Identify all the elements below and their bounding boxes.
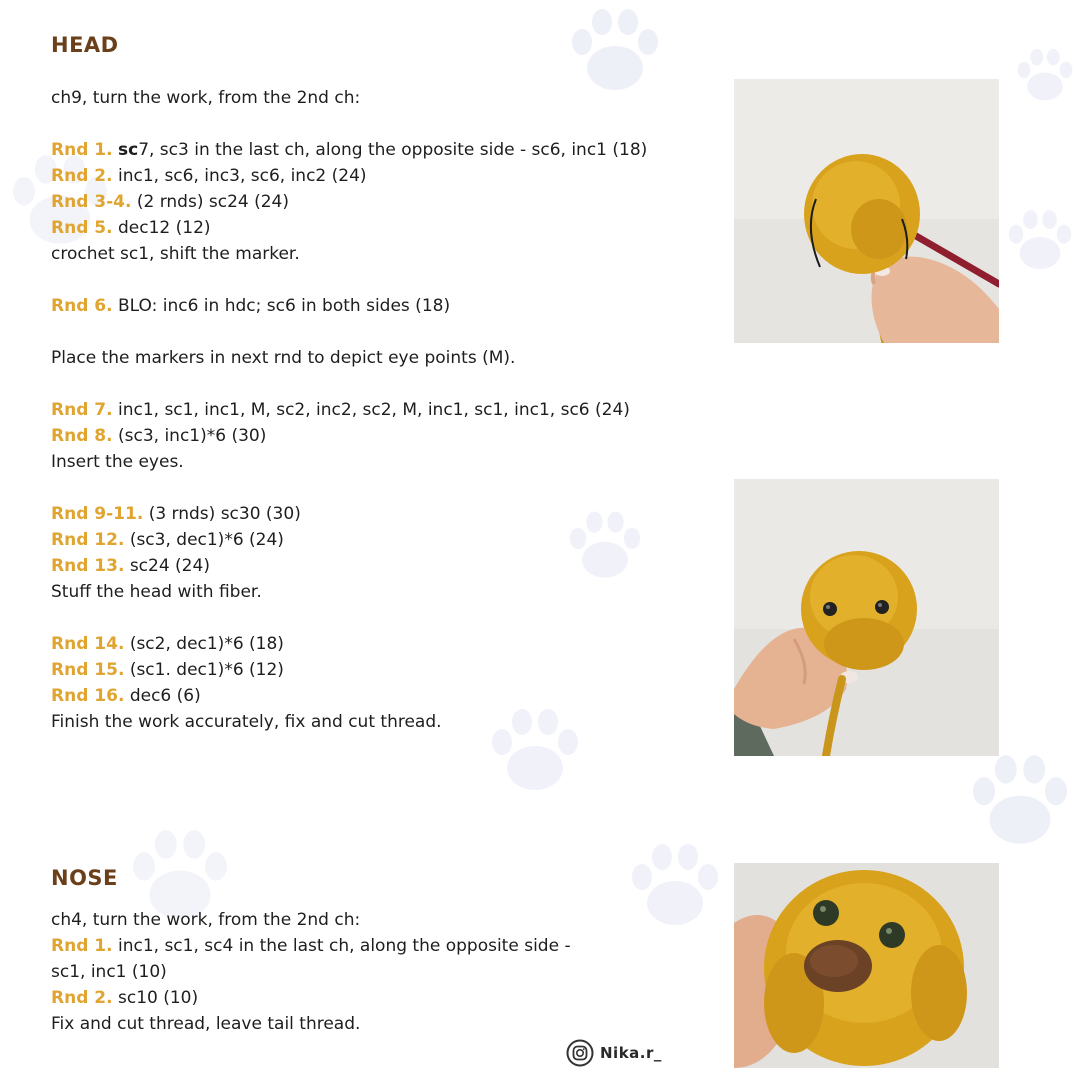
- head-round-7: [51, 397, 647, 423]
- round-label: Rnd 6.: [51, 296, 113, 316]
- head-round-1: [51, 137, 647, 163]
- round-label: Rnd 7.: [51, 400, 113, 420]
- head-round-12: [51, 527, 647, 553]
- head-round-8: [51, 423, 647, 449]
- nose-note-finish: Fix and cut thread, leave tail thread.: [51, 1014, 361, 1034]
- round-text: inc1, sc1, inc1, M, sc2, inc2, sc2, M, inc1, sc1, inc1, sc6 (24): [117, 400, 630, 420]
- head-note-eye-markers: Place the markers in next rnd to depict eye points (M).: [51, 348, 516, 368]
- photo-head-with-nose: [734, 863, 999, 1068]
- round-label: Rnd 9-11.: [51, 504, 144, 524]
- head-round-5: [51, 215, 647, 241]
- nose-round-1-continued: sc1, inc1 (10): [51, 962, 167, 982]
- nose-round-2: [51, 985, 571, 1011]
- head-round-15: [51, 657, 647, 683]
- round-label: Rnd 1.: [51, 140, 113, 160]
- head-round-9-11: [51, 501, 647, 527]
- round-text: BLO: inc6 in hdc; sc6 in both sides (18): [117, 296, 451, 316]
- round-text: inc1, sc1, sc4 in the last ch, along the opposite side -: [117, 936, 571, 956]
- round-text: inc1, sc6, inc3, sc6, inc2 (24): [117, 166, 367, 186]
- round-bold-stitch: sc: [117, 140, 139, 160]
- paw-watermark-right-mid: [1000, 200, 1080, 280]
- round-text: sc24 (24): [129, 556, 210, 576]
- round-label: Rnd 8.: [51, 426, 113, 446]
- head-instructions: [51, 85, 647, 735]
- round-text: (sc2, dec1)*6 (18): [129, 634, 284, 654]
- round-text: dec12 (12): [117, 218, 211, 238]
- head-round-13: [51, 553, 647, 579]
- head-section-title: HEAD: [51, 33, 119, 57]
- head-round-3-4: [51, 189, 647, 215]
- head-note-eyes: Insert the eyes.: [51, 452, 184, 472]
- instagram-signature: [566, 1038, 662, 1068]
- nose-round-1: [51, 933, 571, 959]
- instagram-icon: [566, 1039, 594, 1067]
- round-text: (sc3, dec1)*6 (24): [129, 530, 284, 550]
- round-text: sc10 (10): [117, 988, 199, 1008]
- round-text: (3 rnds) sc30 (30): [148, 504, 301, 524]
- photo-head-with-eyes: [734, 479, 999, 756]
- head-round-6: [51, 293, 647, 319]
- round-label: Rnd 3-4.: [51, 192, 132, 212]
- head-round-16: [51, 683, 647, 709]
- round-label: Rnd 12.: [51, 530, 125, 550]
- nose-instructions: [51, 907, 571, 1037]
- head-note-stuff: Stuff the head with fiber.: [51, 582, 262, 602]
- round-text: 7, sc3 in the last ch, along the opposite side - sc6, inc1 (18): [138, 140, 648, 160]
- head-round-2: [51, 163, 647, 189]
- head-round-14: [51, 631, 647, 657]
- round-label: Rnd 2.: [51, 988, 113, 1008]
- paw-watermark-far-bottom: [620, 830, 730, 940]
- head-note-marker: crochet sc1, shift the marker.: [51, 244, 300, 264]
- round-text: (sc1. dec1)*6 (12): [129, 660, 284, 680]
- paw-watermark-right-upper: [1010, 40, 1080, 110]
- round-text: dec6 (6): [129, 686, 201, 706]
- round-label: Rnd 14.: [51, 634, 125, 654]
- paw-watermark-bottom-right: [960, 740, 1080, 860]
- photo-head-on-hook: [734, 79, 999, 343]
- round-label: Rnd 1.: [51, 936, 113, 956]
- nose-section-title: NOSE: [51, 866, 118, 890]
- signature-handle: Nika.r_: [600, 1044, 662, 1062]
- round-text: (sc3, inc1)*6 (30): [117, 426, 267, 446]
- head-intro: ch9, turn the work, from the 2nd ch:: [51, 88, 361, 108]
- round-label: Rnd 15.: [51, 660, 125, 680]
- head-note-finish: Finish the work accurately, fix and cut thread.: [51, 712, 442, 732]
- nose-intro: ch4, turn the work, from the 2nd ch:: [51, 910, 361, 930]
- round-label: Rnd 13.: [51, 556, 125, 576]
- round-text: (2 rnds) sc24 (24): [136, 192, 289, 212]
- round-label: Rnd 5.: [51, 218, 113, 238]
- round-label: Rnd 16.: [51, 686, 125, 706]
- round-label: Rnd 2.: [51, 166, 113, 186]
